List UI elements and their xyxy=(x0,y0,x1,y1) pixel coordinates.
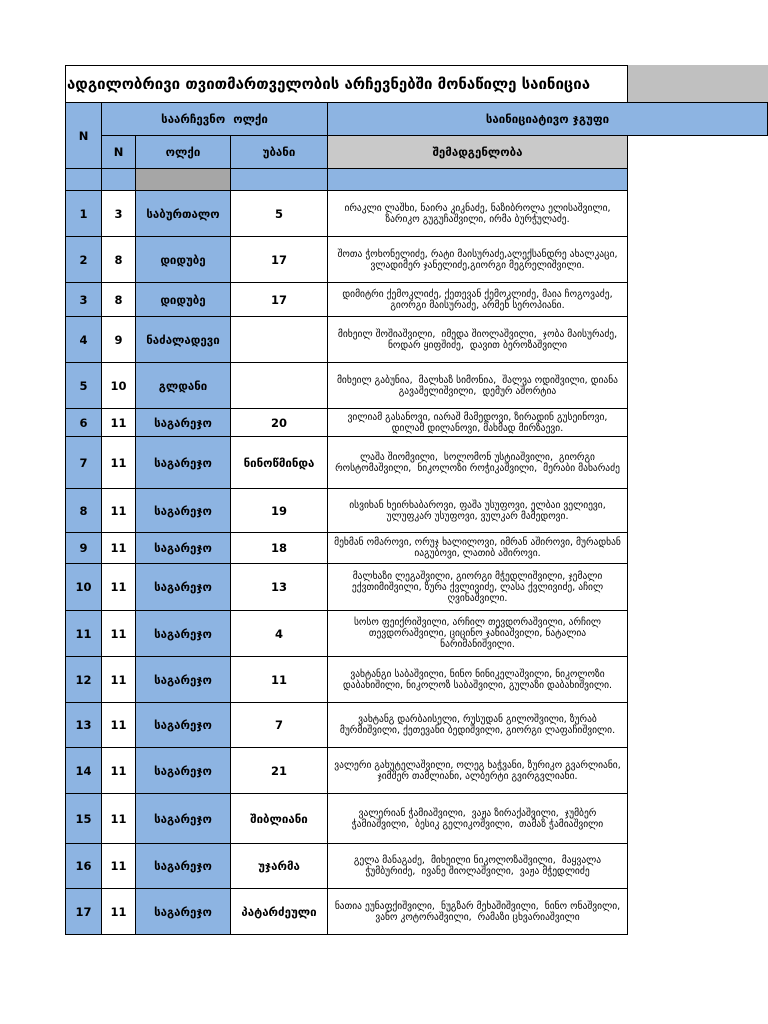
district-name: ნაძალადევი xyxy=(135,316,231,363)
precinct-name: 17 xyxy=(230,236,328,283)
district-number: 11 xyxy=(101,563,136,611)
district-name: საგარეჯო xyxy=(135,793,231,844)
district-number: 11 xyxy=(101,408,136,437)
precinct-name xyxy=(230,362,328,409)
group-members: დიმიტრი ქემოკლიძე, ქეთევან ქემოკლიძე, მაია ჩოგოვაძე, გიორგი მაისურაძე, არმენ სეროპიანი. xyxy=(327,282,628,317)
district-name: საგარეჯო xyxy=(135,702,231,748)
precinct-name: 11 xyxy=(230,656,328,703)
precinct-name: 21 xyxy=(230,747,328,794)
district-name: გლდანი xyxy=(135,362,231,409)
district-name: დიდუბე xyxy=(135,282,231,317)
district-number: 9 xyxy=(101,316,136,363)
group-members: ლაშა შიომვილი, სოლომონ უსტიაშვილი, გიორგი როსტომაშვილი, ნიკოლოზი როჭიკაშვილი, მერაბი მახარაძე xyxy=(327,436,628,489)
table-row xyxy=(0,747,768,794)
district-number: 11 xyxy=(101,888,136,935)
group-members: მეხმან ომაროვი, ორუჯ ხალილოვი, იმრან აშიროვი, მურადხან იაგუბოვი, ლათიბ აშიროვი. xyxy=(327,532,628,564)
table-row xyxy=(0,793,768,844)
district-number: 3 xyxy=(101,190,136,237)
header-electoral-district: საარჩევნო ოლქი xyxy=(101,102,328,136)
district-number: 11 xyxy=(101,532,136,564)
precinct-name: ნინოწმინდა xyxy=(230,436,328,489)
district-name: საბურთალო xyxy=(135,190,231,237)
row-number: 6 xyxy=(65,408,102,437)
row-number: 7 xyxy=(65,436,102,489)
sheet-title: ადგილობრივი თვითმართველობის არჩევნებში მონაწილე საინიცია xyxy=(65,65,628,103)
district-number: 10 xyxy=(101,362,136,409)
group-members: მალხაზი ლეგაშვილი, გიორგი მჭედლიშვილი, ჯემალი ექვთიმიშვილი, ზურა ქვლივიძე, ლასა ქვლივიძე, აჩილ ღვინაშვილი. xyxy=(327,563,628,611)
header-initiative-group: საინიციატივო ჯგუფი xyxy=(327,102,768,136)
group-members: მიხეილ გაბუნია, მალხაზ სიმონია, შალვა ოდიშვილი, დიანა გავაშელიშვილი, დემურ აშორტია xyxy=(327,362,628,409)
precinct-name: 7 xyxy=(230,702,328,748)
group-members: შოთა ჭოხონელიძე, რატი მაისურაძე,ალექსანდრე ახალკაცი, ვლადიმერ ჯანელიძე,გიორგი მეგრელიშვილი. xyxy=(327,236,628,283)
district-name: საგარეჯო xyxy=(135,656,231,703)
group-members: სოსო ფეიქრიშვილი, არჩილ თევდორაშვილი, არჩილ თევდორაშვილი, ციცინო ჯანიაშვილი, ნატალია ნარიმანიშვილი. xyxy=(327,610,628,657)
district-name: საგარეჯო xyxy=(135,888,231,935)
row-number: 10 xyxy=(65,563,102,611)
district-name: საგარეჯო xyxy=(135,532,231,564)
band-cell-number xyxy=(65,168,102,191)
district-name: საგარეჯო xyxy=(135,408,231,437)
group-members: მიხეილ შოშიაშვილი, იმედა შიოლაშვილი, ჯობა მაისურაძე, ნოდარ ყიფშიძე, დავით ბეროზაშვილი xyxy=(327,316,628,363)
district-number: 11 xyxy=(101,488,136,533)
table-row xyxy=(0,563,768,611)
row-number: 16 xyxy=(65,843,102,889)
district-name: საგარეჯო xyxy=(135,747,231,794)
row-number: 8 xyxy=(65,488,102,533)
group-members: ვალერიან ჭამიაშვილი, ვაჟა ზირაქაშვილი, ჯუმბერ ჭამიაშვილი, ბესიკ გელიკოშვილი, თამაზ ჭამიაშვილი xyxy=(327,793,628,844)
district-name: საგარეჯო xyxy=(135,563,231,611)
precinct-name xyxy=(230,316,328,363)
precinct-name: 4 xyxy=(230,610,328,657)
header-members: შემადგენლობა xyxy=(327,135,628,169)
header-precinct: უბანი xyxy=(230,135,328,169)
district-number: 11 xyxy=(101,747,136,794)
table-row xyxy=(0,316,768,363)
row-number: 15 xyxy=(65,793,102,844)
district-number: 11 xyxy=(101,610,136,657)
district-number: 11 xyxy=(101,843,136,889)
precinct-name: პატარძეული xyxy=(230,888,328,935)
row-number: 14 xyxy=(65,747,102,794)
row-number: 17 xyxy=(65,888,102,935)
district-name: საგარეჯო xyxy=(135,843,231,889)
header-number: N xyxy=(65,102,102,169)
district-number: 8 xyxy=(101,282,136,317)
precinct-name: შიბლიანი xyxy=(230,793,328,844)
band-cell-precinct xyxy=(230,168,328,191)
group-members: ვახტანგი საბაშვილი, ნინო ნინიკელაშვილი, ნიკოლოზი დაბახიშილი, ნიკოლოზ საბაშვილი, გულაზი დაბახიშვილი. xyxy=(327,656,628,703)
group-members: ვახტანგ დარბაისელი, რუსუდან გილოშვილი, ზურაბ მურმიშვილი, ქეთევანი ბედიშვილი, გიორგი ლაფაჩიშვილი. xyxy=(327,702,628,748)
table-row xyxy=(0,843,768,889)
group-members: გელა მანაგაძე, მიხეილი ნიკოლოზაშვილი, მაყვალა ჭუმბურიძე, ივანე შიოლაშვილი, ვაჟა მჭედლიძე xyxy=(327,843,628,889)
row-number: 1 xyxy=(65,190,102,237)
row-number: 11 xyxy=(65,610,102,657)
district-number: 11 xyxy=(101,436,136,489)
header-district-number: N xyxy=(101,135,136,169)
precinct-name: 13 xyxy=(230,563,328,611)
band-cell-members xyxy=(327,168,628,191)
table-row xyxy=(0,190,768,237)
table-row xyxy=(0,532,768,564)
table-row xyxy=(0,236,768,283)
band-cell-district xyxy=(135,168,231,191)
group-members: ისვიხან ხეირხაბაროვი, ფაშა უსუფოვი, ელბაი ველიევი, ულუფკარ უსუფოვი, ვულკარ მამედოვი. xyxy=(327,488,628,533)
precinct-name: 5 xyxy=(230,190,328,237)
district-number: 11 xyxy=(101,656,136,703)
group-members: ირაკლი ლაშხი, ნაირა კიკნაძე, ნაზიბროლა ელისაშვილი, ზარიკო გუგუჩაშვილი, ირმა ბურჭულაძე. xyxy=(327,190,628,237)
precinct-name: 18 xyxy=(230,532,328,564)
row-number: 3 xyxy=(65,282,102,317)
table-row xyxy=(0,656,768,703)
table-row xyxy=(0,610,768,657)
row-number: 2 xyxy=(65,236,102,283)
row-number: 13 xyxy=(65,702,102,748)
table-row xyxy=(0,282,768,317)
table-row xyxy=(0,888,768,935)
row-number: 5 xyxy=(65,362,102,409)
group-members: ვალერი გახუტელაშვილი, ოლეგ ხაჭვანი, ზურიკო გვარლიანი, ჯიმშერ თამლიანი, ალბერტი გვირგვლიანი. xyxy=(327,747,628,794)
header-district: ოლქი xyxy=(135,135,231,169)
table-row xyxy=(0,408,768,437)
precinct-name: 20 xyxy=(230,408,328,437)
table-row xyxy=(0,362,768,409)
band-cell-district-number xyxy=(101,168,136,191)
row-number: 12 xyxy=(65,656,102,703)
district-number: 11 xyxy=(101,793,136,844)
row-number: 4 xyxy=(65,316,102,363)
precinct-name: 19 xyxy=(230,488,328,533)
district-name: საგარეჯო xyxy=(135,488,231,533)
table-row xyxy=(0,488,768,533)
district-number: 8 xyxy=(101,236,136,283)
group-members: ნათია ეუნაფქიშვილი, ნუგზარ მეხაშიშვილი, ნინო ონაშვილი, ვანო კოტორაშვილი, რამაზი ცხვარიაშვილი xyxy=(327,888,628,935)
title-overflow-cell xyxy=(628,65,768,102)
district-name: დიდუბე xyxy=(135,236,231,283)
table-row xyxy=(0,702,768,748)
group-members: ვილიამ გასანოვი, იარაშ მამედოვი, ზირადინ გუსეინოვი, დილამ დილანოვი, მახმად მირზაევი. xyxy=(327,408,628,437)
precinct-name: უჯარმა xyxy=(230,843,328,889)
district-number: 11 xyxy=(101,702,136,748)
table-row xyxy=(0,436,768,489)
precinct-name: 17 xyxy=(230,282,328,317)
district-name: საგარეჯო xyxy=(135,610,231,657)
row-number: 9 xyxy=(65,532,102,564)
district-name: საგარეჯო xyxy=(135,436,231,489)
